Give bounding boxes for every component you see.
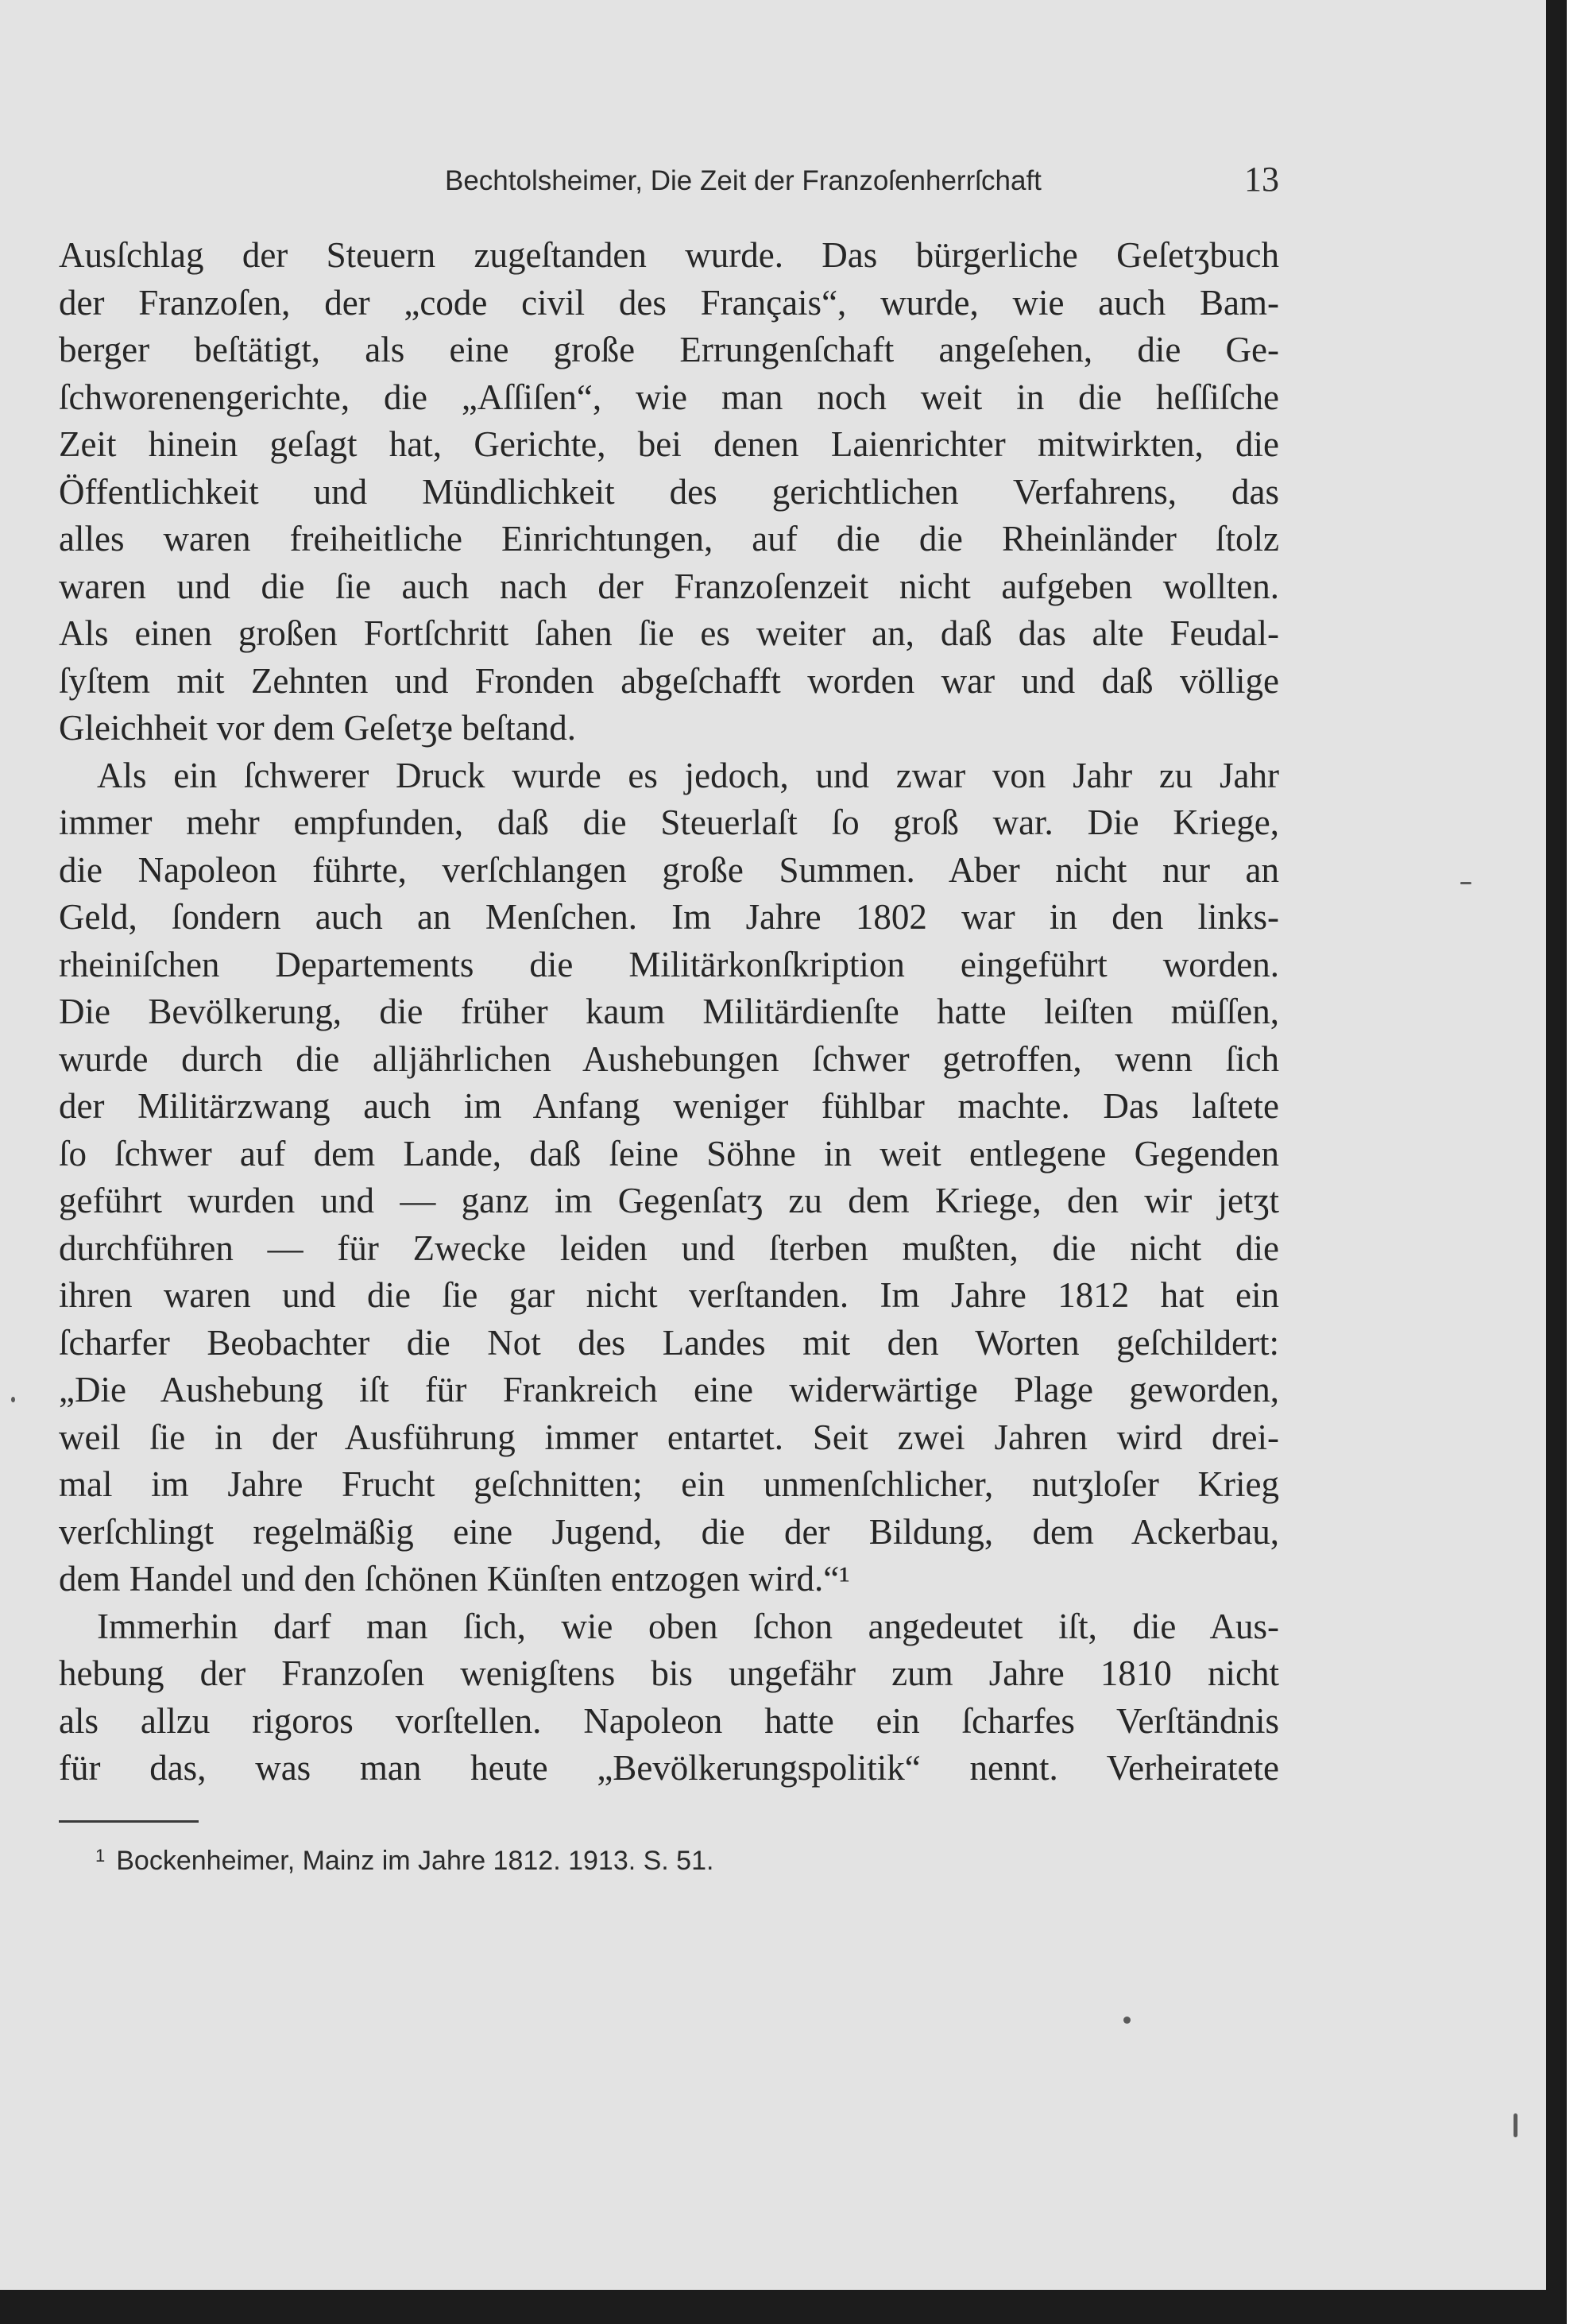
text-line: für das, was man heute „Bevölkerungspolitik“ nennt. Verheiratete	[59, 1748, 1279, 1788]
scan-speck	[1514, 2113, 1517, 2137]
text-line: hebung der Franzoſen wenigſtens bis ungefähr zum Jahre 1810 nicht	[59, 1653, 1279, 1693]
text-line: durchführen — für Zwecke leiden und ſterben mußten, die nicht die	[59, 1228, 1279, 1268]
text-line: ſyſtem mit Zehnten und Fronden abgeſchafft worden war und daß völlige	[59, 660, 1279, 701]
text-line: der Franzoſen, der „code civil des Français“, wurde, wie auch Bam-	[59, 282, 1279, 323]
text-line: als allzu rigoros vorſtellen. Napoleon hatte ein ſcharfes Verſtändnis	[59, 1700, 1279, 1741]
text-line: ihren waren und die ſie gar nicht verſtanden. Im Jahre 1812 hat ein	[59, 1275, 1279, 1315]
text-line: ſchworenengerichte, die „Aſſiſen“, wie man noch weit in die heſſiſche	[59, 377, 1279, 417]
text-line: Als ein ſchwerer Druck wurde es jedoch, und zwar von Jahr zu Jahr	[97, 755, 1279, 795]
text-line: Öffentlichkeit und Mündlichkeit des gerichtlichen Verfahrens, das	[59, 471, 1279, 512]
footnote-marker: 1	[95, 1846, 106, 1866]
page-number: 13	[1244, 160, 1279, 199]
text-line: Immerhin darf man ſich, wie oben ſchon angedeutet iſt, die Aus-	[97, 1606, 1279, 1646]
text-line: verſchlingt regelmäßig eine Jugend, die der Bildung, dem Ackerbau,	[59, 1511, 1279, 1552]
scan-speck	[1460, 882, 1471, 884]
text-line: ſo ſchwer auf dem Lande, daß ſeine Söhne in weit entlegene Gegenden	[59, 1133, 1279, 1174]
text-line: waren und die ſie auch nach der Franzoſenzeit nicht aufgeben wollten.	[59, 566, 1279, 606]
text-line: Geld, ſondern auch an Menſchen. Im Jahre 1802 war in den links-	[59, 897, 1279, 937]
text-line: immer mehr empfunden, daß die Steuerlaſt ſo groß war. Die Kriege,	[59, 802, 1279, 842]
text-line: Die Bevölkerung, die früher kaum Militärdienſte hatte leiſten müſſen,	[59, 992, 1279, 1031]
scan-speck	[1123, 2017, 1131, 2024]
text-line: mal im Jahre Frucht geſchnitten; ein unmenſchlicher, nutʒloſer Krieg	[59, 1464, 1279, 1504]
text-line: berger beſtätigt, als eine große Errungenſchaft angeſehen, die Ge-	[59, 330, 1279, 369]
text-line: wurde durch die alljährlichen Aushebungen ſchwer getroffen, wenn ſich	[59, 1038, 1279, 1079]
text-line: ſcharfer Beobachter die Not des Landes mit den Worten geſchildert:	[59, 1322, 1279, 1363]
text-line: die Napoleon führte, verſchlangen große Summen. Aber nicht nur an	[59, 849, 1279, 890]
footnote-rule	[59, 1820, 199, 1823]
text-line: „Die Aushebung iſt für Frankreich eine widerwärtige Plage geworden,	[59, 1370, 1279, 1409]
text-line: der Militärzwang auch im Anfang weniger fühlbar machte. Das laſtete	[59, 1086, 1279, 1126]
text-line: Zeit hinein geſagt hat, Gerichte, bei denen Laienrichter mitwirkten, die	[59, 424, 1279, 464]
text-line: Als einen großen Fortſchritt ſahen ſie es weiter an, daß das alte Feudal-	[59, 613, 1279, 653]
running-title: Bechtolsheimer, Die Zeit der Franzoſenherrſchaft	[445, 165, 1042, 196]
text-line: Gleichheit vor dem Geſetʒe beſtand.	[59, 708, 576, 748]
running-head	[0, 159, 1279, 207]
footnote	[95, 1846, 713, 1877]
text-line: rheiniſchen Departements die Militärkonſkription eingeführt worden.	[59, 944, 1279, 984]
body-text	[59, 232, 1279, 1792]
text-line: alles waren freiheitliche Einrichtungen, auf die die Rheinländer ſtolz	[59, 519, 1279, 559]
footnote-text: Bockenheimer, Mainz im Jahre 1812. 1913. S. 51.	[116, 1846, 714, 1876]
scan-speck	[11, 1397, 15, 1402]
text-line: geführt wurden und — ganz im Gegenſatʒ zu dem Kriege, den wir jetʒt	[59, 1181, 1279, 1220]
text-line: dem Handel und den ſchönen Künſten entzogen wird.“¹	[59, 1559, 850, 1599]
text-line: Ausſchlag der Steuern zugeſtanden wurde. Das bürgerliche Geſetʒbuch	[59, 235, 1279, 275]
text-line: weil ſie in der Ausführung immer entartet. Seit zwei Jahren wird drei-	[59, 1417, 1279, 1457]
